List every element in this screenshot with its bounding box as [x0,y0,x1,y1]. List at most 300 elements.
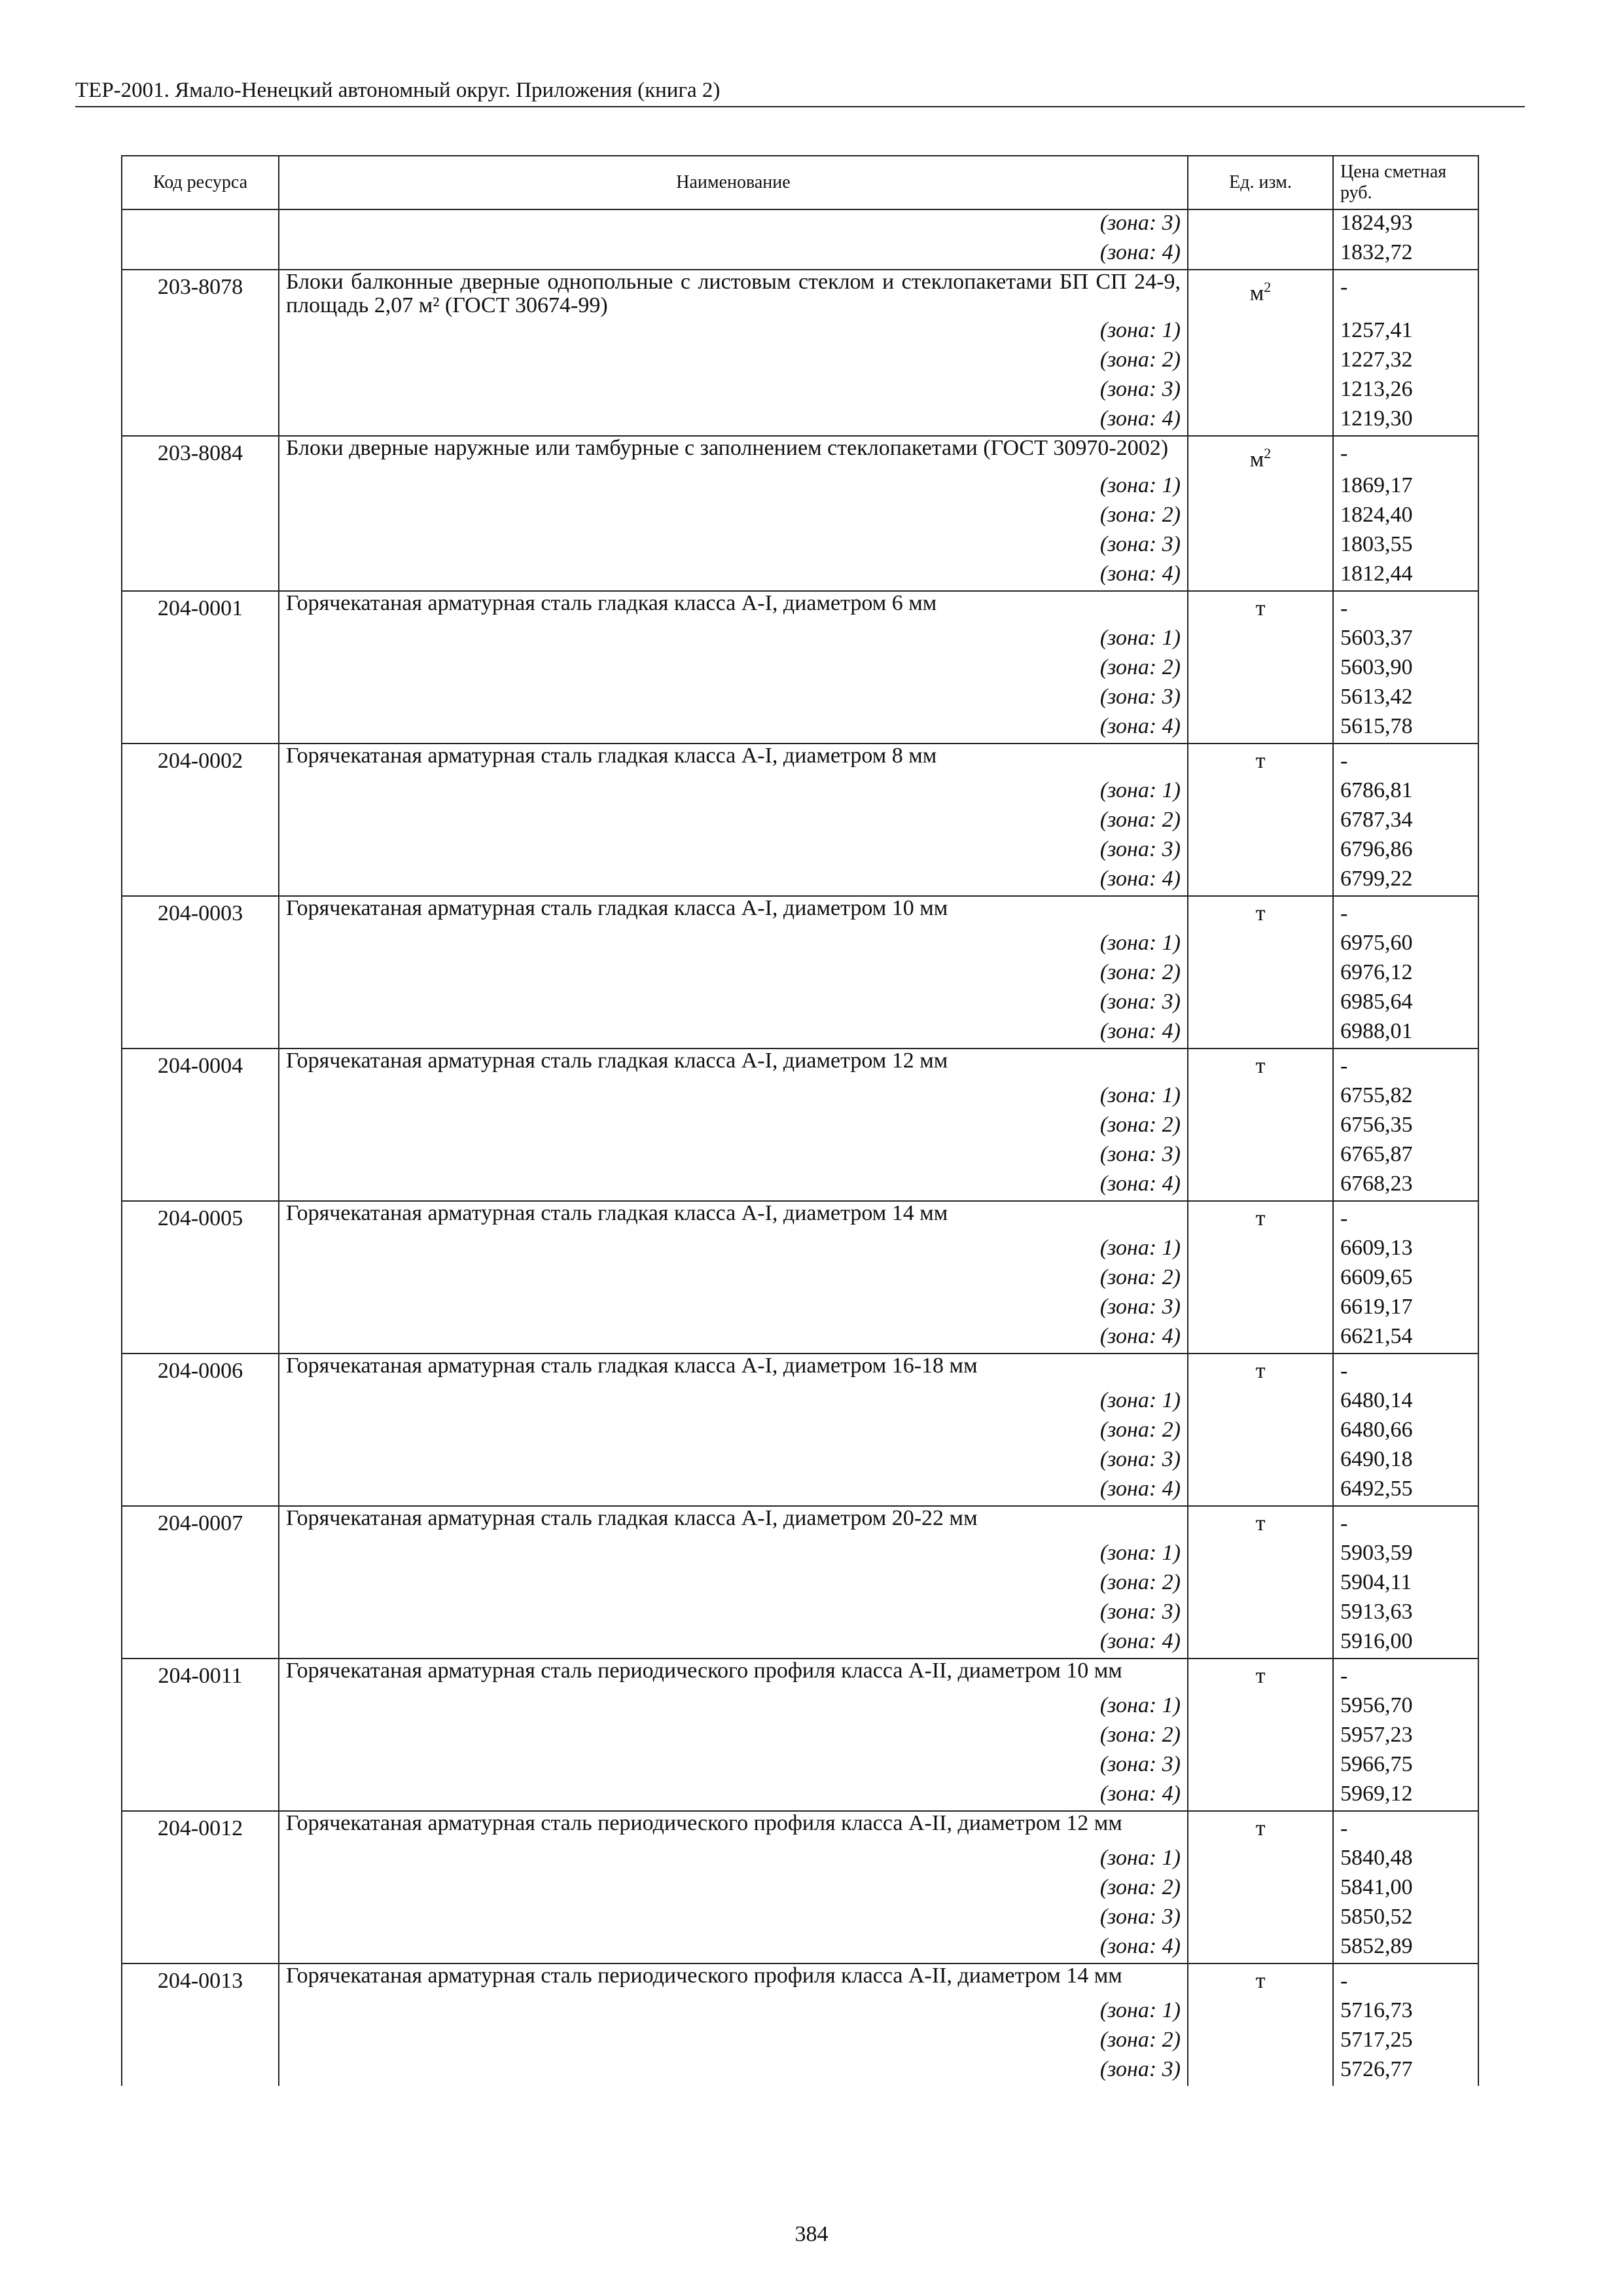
unit-cell [1188,1693,1333,1722]
table-row-zone [122,531,1478,561]
zone-price: 5603,37 [1333,625,1478,655]
zone-price: 5904,11 [1333,1570,1478,1599]
unit-cell [1188,1781,1333,1811]
code-cell [122,960,279,989]
base-price: - [1333,436,1478,473]
resource-name: Горячекатаная арматурная сталь гладкая класса А-I, диаметром 14 мм [279,1201,1188,1235]
zone-price: 5956,70 [1333,1693,1478,1722]
zone-price: 1219,30 [1333,406,1478,436]
table-row-item [122,1811,1478,1845]
table-row-zone [122,1112,1478,1141]
unit-cell [1188,625,1333,655]
base-price: - [1333,1964,1478,1998]
code-cell [122,1874,279,1904]
code-cell [122,1323,279,1354]
zone-label: (зона: 1) [279,1845,1188,1874]
zone-price: 6490,18 [1333,1446,1478,1476]
table-row-zone [122,1693,1478,1722]
unit-of-measure [1188,591,1333,625]
unit-text: т [1255,596,1266,621]
zone-label: (зона: 2) [279,1265,1188,1294]
unit-cell [1188,836,1333,866]
running-header [75,77,1525,107]
resource-code: 204-0004 [122,1049,279,1083]
zone-price: 6480,14 [1333,1388,1478,1417]
zone-label: (зона: 2) [279,1112,1188,1141]
zone-price: 6765,87 [1333,1141,1478,1171]
unit-cell [1188,1570,1333,1599]
code-cell [122,1417,279,1446]
zone-label: (зона: 2) [279,655,1188,684]
unit-of-measure [1188,270,1333,317]
resource-name: Горячекатаная арматурная сталь периодического профиля класса А-II, диаметром 10 мм [279,1659,1188,1693]
unit-cell [1188,655,1333,684]
code-cell [122,1599,279,1628]
zone-label: (зона: 3) [279,1141,1188,1171]
table-row-item [122,591,1478,625]
resource-code: 204-0011 [122,1659,279,1693]
resource-price-table [121,155,1479,2086]
zone-label: (зона: 2) [279,1417,1188,1446]
table-row-zone [122,778,1478,807]
unit-cell [1188,502,1333,531]
table-row-zone [122,1998,1478,2027]
resource-name: Горячекатаная арматурная сталь периодического профиля класса А-II, диаметром 12 мм [279,1811,1188,1845]
code-cell [122,625,279,655]
zone-price: 1803,55 [1333,531,1478,561]
unit-cell [1188,1112,1333,1141]
unit-of-measure [1188,1201,1333,1235]
zone-price: 5966,75 [1333,1751,1478,1781]
table-row-zone [122,989,1478,1018]
table-row-item [122,1964,1478,1998]
unit-cell [1188,2056,1333,2086]
zone-price: 1227,32 [1333,347,1478,376]
table-row-zone [122,1599,1478,1628]
code-cell [122,473,279,502]
resource-code: 204-0012 [122,1811,279,1845]
resource-code: 204-0002 [122,744,279,778]
unit-of-measure [1188,1659,1333,1693]
zone-label: (зона: 1) [279,317,1188,347]
zone-label: (зона: 3) [279,1446,1188,1476]
unit-cell [1188,1171,1333,1201]
zone-price: 6786,81 [1333,778,1478,807]
unit-cell [1188,1998,1333,2027]
base-price: - [1333,1811,1478,1845]
zone-price: 5603,90 [1333,655,1478,684]
zone-label: (зона: 4) [279,1628,1188,1659]
unit-cell [1188,684,1333,713]
zone-price: 1869,17 [1333,473,1478,502]
unit-cell [1188,240,1333,270]
code-cell [122,1722,279,1751]
table-row-zone [122,1265,1478,1294]
table-row-zone [122,1018,1478,1049]
table-row-zone [122,1781,1478,1811]
code-cell [122,684,279,713]
unit-text: т [1255,1359,1266,1384]
zone-label: (зона: 3) [279,209,1188,240]
resource-name: Горячекатаная арматурная сталь гладкая класса А-I, диаметром 16-18 мм [279,1354,1188,1388]
unit-cell [1188,406,1333,436]
code-cell [122,1904,279,1933]
zone-label: (зона: 1) [279,778,1188,807]
unit-cell [1188,1845,1333,1874]
code-cell [122,836,279,866]
zone-label: (зона: 1) [279,1998,1188,2027]
table-row-item [122,744,1478,778]
unit-cell [1188,2027,1333,2056]
zone-label: (зона: 2) [279,2027,1188,2056]
base-price: - [1333,896,1478,930]
table-row-zone [122,1141,1478,1171]
zone-label: (зона: 2) [279,1722,1188,1751]
unit-cell [1188,1265,1333,1294]
resource-name: Горячекатаная арматурная сталь гладкая класса А-I, диаметром 6 мм [279,591,1188,625]
code-cell [122,1998,279,2027]
resource-code: 204-0003 [122,896,279,930]
zone-label: (зона: 4) [279,1323,1188,1354]
code-cell [122,317,279,347]
resource-code: 204-0006 [122,1354,279,1388]
table-row-zone [122,2027,1478,2056]
table-row-item [122,896,1478,930]
code-cell [122,1083,279,1112]
zone-price: 6975,60 [1333,930,1478,960]
code-cell [122,930,279,960]
code-cell [122,1388,279,1417]
table-row-zone [122,1476,1478,1506]
code-cell [122,866,279,896]
unit-of-measure [1188,1354,1333,1388]
zone-label: (зона: 3) [279,2056,1188,2086]
unit-cell [1188,989,1333,1018]
unit-cell [1188,1874,1333,1904]
zone-label: (зона: 3) [279,376,1188,406]
table-row-item [122,1049,1478,1083]
table-row-zone [122,684,1478,713]
unit-cell [1188,1904,1333,1933]
code-cell [122,531,279,561]
unit-cell [1188,1388,1333,1417]
zone-label: (зона: 1) [279,1235,1188,1265]
code-cell [122,807,279,836]
unit-cell [1188,713,1333,744]
unit-text: т [1255,1054,1266,1079]
zone-label: (зона: 3) [279,989,1188,1018]
base-price: - [1333,1659,1478,1693]
table-row-zone [122,1845,1478,1874]
code-cell [122,1540,279,1570]
zone-price: 1213,26 [1333,376,1478,406]
unit-text: м [1249,447,1264,472]
zone-label: (зона: 1) [279,1388,1188,1417]
zone-price: 5852,89 [1333,1933,1478,1964]
table-row-zone [122,807,1478,836]
table-row-item [122,1201,1478,1235]
zone-label: (зона: 4) [279,713,1188,744]
zone-price: 5916,00 [1333,1628,1478,1659]
base-price: - [1333,591,1478,625]
zone-price: 6755,82 [1333,1083,1478,1112]
zone-label: (зона: 4) [279,1171,1188,1201]
table-row-zone [122,1570,1478,1599]
table-row-zone [122,625,1478,655]
table-row-zone [122,2056,1478,2086]
resource-code: 204-0007 [122,1506,279,1540]
zone-label: (зона: 4) [279,1933,1188,1964]
unit-cell [1188,531,1333,561]
code-cell [122,1845,279,1874]
unit-cell [1188,347,1333,376]
code-cell [122,347,279,376]
zone-price: 6756,35 [1333,1112,1478,1141]
zone-label: (зона: 3) [279,531,1188,561]
unit-cell [1188,1751,1333,1781]
table-row-zone [122,1083,1478,1112]
unit-text: м [1249,281,1264,306]
zone-price: 5841,00 [1333,1874,1478,1904]
zone-price: 5613,42 [1333,684,1478,713]
zone-label: (зона: 2) [279,1570,1188,1599]
unit-cell [1188,778,1333,807]
table-row-zone [122,209,1478,240]
table-row-zone [122,240,1478,270]
zone-price: 5850,52 [1333,1904,1478,1933]
table-row-zone [122,1540,1478,1570]
resource-name: Блоки дверные наружные или тамбурные с заполнением стеклопакетами (ГОСТ 30970-2002) [279,436,1188,473]
unit-of-measure [1188,436,1333,473]
resource-code: 204-0005 [122,1201,279,1235]
unit-of-measure [1188,1049,1333,1083]
table-row-zone [122,1904,1478,1933]
code-cell [122,1933,279,1964]
zone-label: (зона: 1) [279,1083,1188,1112]
unit-text: т [1255,901,1266,926]
zone-price: 6768,23 [1333,1171,1478,1201]
base-price: - [1333,1049,1478,1083]
table-row-zone [122,1722,1478,1751]
zone-price: 6609,13 [1333,1235,1478,1265]
unit-cell [1188,1933,1333,1964]
unit-cell [1188,1722,1333,1751]
zone-price: 5615,78 [1333,713,1478,744]
base-price: - [1333,1506,1478,1540]
unit-cell [1188,317,1333,347]
code-cell [122,240,279,270]
code-cell [122,1751,279,1781]
unit-text: т [1255,1664,1266,1689]
unit-of-measure [1188,744,1333,778]
base-price: - [1333,1201,1478,1235]
column-header-code: Код ресурса [122,156,279,209]
zone-label: (зона: 2) [279,347,1188,376]
column-header-price: Цена сметная руб. [1333,156,1478,209]
resource-name: Блоки балконные дверные однопольные с листовым стеклом и стеклопакетами БП СП 24-9, площадь 2,07 м² (ГОСТ 30674-99) [279,270,1188,317]
zone-price: 6492,55 [1333,1476,1478,1506]
zone-price: 6619,17 [1333,1294,1478,1323]
column-header-name: Наименование [279,156,1188,209]
zone-price: 5717,25 [1333,2027,1478,2056]
resource-code: 204-0013 [122,1964,279,1998]
unit-cell [1188,561,1333,591]
base-price: - [1333,1354,1478,1388]
unit-superscript: 2 [1264,279,1272,295]
zone-label: (зона: 2) [279,960,1188,989]
unit-cell [1188,1018,1333,1049]
code-cell [122,989,279,1018]
table-header-row [122,156,1478,209]
unit-of-measure [1188,1964,1333,1998]
code-cell [122,561,279,591]
unit-cell [1188,209,1333,240]
unit-cell [1188,1323,1333,1354]
table-row-zone [122,960,1478,989]
resource-name: Горячекатаная арматурная сталь гладкая класса А-I, диаметром 12 мм [279,1049,1188,1083]
table-row-zone [122,317,1478,347]
code-cell [122,376,279,406]
table-row-item [122,1354,1478,1388]
zone-label: (зона: 4) [279,406,1188,436]
unit-cell [1188,1083,1333,1112]
resource-name: Горячекатаная арматурная сталь гладкая класса А-I, диаметром 10 мм [279,896,1188,930]
zone-label: (зона: 1) [279,473,1188,502]
table-row-zone [122,1417,1478,1446]
zone-label: (зона: 4) [279,866,1188,896]
table-row-zone [122,1751,1478,1781]
zone-label: (зона: 3) [279,1294,1188,1323]
table-row-zone [122,561,1478,591]
base-price: - [1333,270,1478,317]
unit-cell [1188,1540,1333,1570]
resource-name: Горячекатаная арматурная сталь периодического профиля класса А-II, диаметром 14 мм [279,1964,1188,1998]
table-row-zone [122,1235,1478,1265]
zone-price: 5969,12 [1333,1781,1478,1811]
table-row-zone [122,713,1478,744]
unit-of-measure [1188,1811,1333,1845]
zone-label: (зона: 4) [279,1476,1188,1506]
table-row-zone [122,655,1478,684]
code-cell [122,1693,279,1722]
table-row-zone [122,473,1478,502]
zone-price: 5840,48 [1333,1845,1478,1874]
zone-label: (зона: 4) [279,240,1188,270]
table-row-zone [122,930,1478,960]
zone-label: (зона: 2) [279,1874,1188,1904]
table-row-zone [122,1294,1478,1323]
unit-of-measure [1188,896,1333,930]
code-cell [122,1265,279,1294]
unit-cell [1188,1294,1333,1323]
unit-cell [1188,1417,1333,1446]
resource-code: 203-8084 [122,436,279,473]
code-cell [122,209,279,240]
zone-label: (зона: 3) [279,1751,1188,1781]
code-cell [122,1018,279,1049]
unit-of-measure [1188,1506,1333,1540]
zone-price: 1832,72 [1333,240,1478,270]
zone-label: (зона: 3) [279,684,1188,713]
zone-price: 5913,63 [1333,1599,1478,1628]
code-cell [122,1112,279,1141]
unit-cell [1188,866,1333,896]
page-number: 384 [794,2222,829,2246]
zone-price: 6796,86 [1333,836,1478,866]
table-row-item [122,270,1478,317]
code-cell [122,778,279,807]
zone-price: 6985,64 [1333,989,1478,1018]
unit-cell [1188,930,1333,960]
unit-text: т [1255,1206,1266,1231]
zone-label: (зона: 2) [279,502,1188,531]
zone-price: 1824,93 [1333,209,1478,240]
resource-code: 203-8078 [122,270,279,317]
code-cell [122,2027,279,2056]
zone-label: (зона: 3) [279,1599,1188,1628]
unit-cell [1188,807,1333,836]
zone-price: 6799,22 [1333,866,1478,896]
table-row-zone [122,1323,1478,1354]
zone-price: 5957,23 [1333,1722,1478,1751]
zone-label: (зона: 1) [279,1693,1188,1722]
code-cell [122,1781,279,1811]
code-cell [122,406,279,436]
code-cell [122,1235,279,1265]
table-row-zone [122,866,1478,896]
table-row-item [122,1506,1478,1540]
unit-superscript: 2 [1264,445,1272,461]
unit-cell [1188,1141,1333,1171]
zone-label: (зона: 4) [279,561,1188,591]
zone-price: 6621,54 [1333,1323,1478,1354]
zone-price: 1257,41 [1333,317,1478,347]
zone-label: (зона: 1) [279,930,1188,960]
unit-cell [1188,1476,1333,1506]
zone-price: 1812,44 [1333,561,1478,591]
zone-label: (зона: 3) [279,1904,1188,1933]
table-row-zone [122,1933,1478,1964]
table-row-zone [122,347,1478,376]
unit-text: т [1255,1969,1266,1994]
table-row-zone [122,502,1478,531]
zone-price: 5726,77 [1333,2056,1478,2086]
zone-price: 6787,34 [1333,807,1478,836]
zone-label: (зона: 1) [279,625,1188,655]
resource-code: 204-0001 [122,591,279,625]
code-cell [122,2056,279,2086]
table-body [122,209,1478,2086]
resource-name: Горячекатаная арматурная сталь гладкая класса А-I, диаметром 8 мм [279,744,1188,778]
zone-price: 6976,12 [1333,960,1478,989]
table-row-item [122,436,1478,473]
table-row-zone [122,406,1478,436]
code-cell [122,1171,279,1201]
table-row-zone [122,836,1478,866]
code-cell [122,1628,279,1659]
zone-price: 5903,59 [1333,1540,1478,1570]
unit-text: т [1255,1816,1266,1841]
code-cell [122,655,279,684]
code-cell [122,713,279,744]
code-cell [122,1141,279,1171]
unit-cell [1188,1446,1333,1476]
code-cell [122,1294,279,1323]
zone-label: (зона: 3) [279,836,1188,866]
base-price: - [1333,744,1478,778]
column-header-unit: Ед. изм. [1188,156,1333,209]
zone-price: 6480,66 [1333,1417,1478,1446]
